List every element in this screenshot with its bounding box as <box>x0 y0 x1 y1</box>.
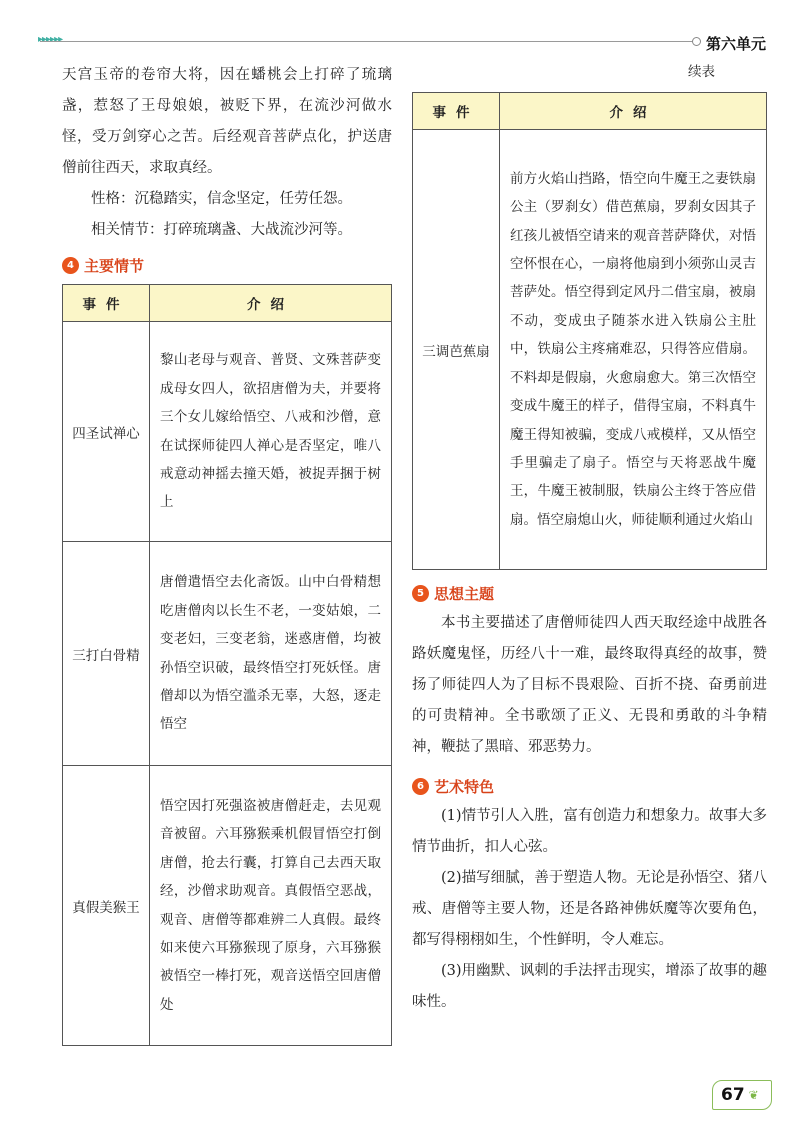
character-trait: 性格：沉稳踏实，信念坚定，任劳任怨。 <box>91 191 352 207</box>
table-row <box>63 322 392 542</box>
column-header-intro: 介绍 <box>150 285 392 322</box>
column-header-event: 事件 <box>63 285 150 322</box>
table-header-row <box>413 93 767 130</box>
table-row <box>63 542 392 766</box>
page-number: 67 <box>721 1085 745 1105</box>
section-number-badge: 4 <box>62 257 79 274</box>
main-plot-table <box>62 284 392 1046</box>
event-intro: 黎山老母与观音、普贤、文殊菩萨变成母女四人，欲招唐僧为夫，并要将三个女儿嫁给悟空、八戒和沙僧，意在试探师徒四人禅心是否坚定，唯八戒意动神摇去撞天婚，被捉弄捆于树上 <box>150 322 392 542</box>
header-arrows: ▸▸▸▸▸▸ <box>38 34 63 45</box>
header-dot <box>692 37 701 46</box>
section-number-badge: 6 <box>412 778 429 795</box>
section-art-heading <box>412 773 767 799</box>
event-intro: 悟空因打死强盗被唐僧赶走，去见观音被留。六耳猕猴乘机假冒悟空打倒唐僧，抢去行囊，打算自己去西天取经，沙僧求助观音。真假悟空恶战，观音、唐僧等都难辨二人真假。最终如来使六耳猕猴现了原身，六耳猕猴被悟空一棒打死，观音送悟空回唐僧处 <box>150 766 392 1046</box>
leaf-icon: ❦ <box>748 1088 759 1102</box>
left-column <box>62 60 392 1046</box>
section-main-plot-heading <box>62 252 392 278</box>
column-header-event: 事件 <box>413 93 500 130</box>
section-title: 主要情节 <box>84 256 145 275</box>
section-number-badge: 5 <box>412 585 429 602</box>
unit-title: 第六单元 <box>706 35 767 53</box>
section-title: 艺术特色 <box>434 777 495 796</box>
section-theme-heading <box>412 580 767 606</box>
section-title: 思想主题 <box>434 584 495 603</box>
page-number-badge <box>712 1080 772 1110</box>
header-rule <box>40 41 700 42</box>
event-name: 真假美猴王 <box>63 766 150 1046</box>
right-column <box>412 60 767 1018</box>
event-name: 三打白骨精 <box>63 542 150 766</box>
character-intro-paragraph: 天宫玉帝的卷帘大将，因在蟠桃会上打碎了琉璃盏，惹怒了王母娘娘，被贬下界，在流沙河做水怪，受万剑穿心之苦。后经观音菩萨点化，护送唐僧前往西天，求取真经。 <box>62 67 392 176</box>
event-name: 四圣试禅心 <box>63 322 150 542</box>
table-row <box>413 130 767 570</box>
art-feature-2: (2)描写细腻，善于塑造人物。无论是孙悟空、猪八戒、唐僧等主要人物，还是各路神佛妖魔等次要角色，都写得栩栩如生，个性鲜明，令人难忘。 <box>412 870 767 948</box>
column-header-intro: 介绍 <box>500 93 767 130</box>
event-name: 三调芭蕉扇 <box>413 130 500 570</box>
theme-paragraph: 本书主要描述了唐僧师徒四人西天取经途中战胜各路妖魔鬼怪，历经八十一难，最终取得真经的故事，赞扬了师徒四人为了目标不畏艰险、百折不挠、奋勇前进的可贵精神。全书歌颂了正义、无畏和勇敢的斗争精神，鞭挞了黑暗、邪恶势力。 <box>412 615 767 755</box>
continued-label: 续表 <box>688 64 715 80</box>
related-plot: 相关情节：打碎琉璃盏、大战流沙河等。 <box>91 222 352 238</box>
continued-plot-table <box>412 92 767 570</box>
event-intro: 前方火焰山挡路，悟空向牛魔王之妻铁扇公主（罗刹女）借芭蕉扇，罗刹女因其子红孩儿被悟空请来的观音菩萨降伏，对悟空怀恨在心，一扇将他扇到小须弥山灵吉菩萨处。悟空得到定风丹二借宝扇，被扇不动，变成虫子随茶水进入铁扇公主肚中，铁扇公主疼痛难忍，只得答应借扇。不料却是假扇，火愈扇愈大。第三次悟空变成牛魔王的样子，借得宝扇，不料真牛魔王得知被骗，变成八戒模样，又从悟空手里骗走了扇子。悟空与天将恶战牛魔王，牛魔王被制服，铁扇公主终于答应借扇。悟空扇熄山火，师徒顺利通过火焰山 <box>500 130 767 570</box>
art-feature-1: (1)情节引人入胜，富有创造力和想象力。故事大多情节曲折，扣人心弦。 <box>412 808 767 855</box>
table-row <box>63 766 392 1046</box>
art-feature-3: (3)用幽默、讽刺的手法抨击现实，增添了故事的趣味性。 <box>412 963 767 1010</box>
event-intro: 唐僧遣悟空去化斋饭。山中白骨精想吃唐僧肉以长生不老，一变姑娘，二变老妇，三变老翁，迷惑唐僧，均被孙悟空识破，最终悟空打死妖怪。唐僧却以为悟空滥杀无辜，大怒，逐走悟空 <box>150 542 392 766</box>
table-header-row <box>63 285 392 322</box>
